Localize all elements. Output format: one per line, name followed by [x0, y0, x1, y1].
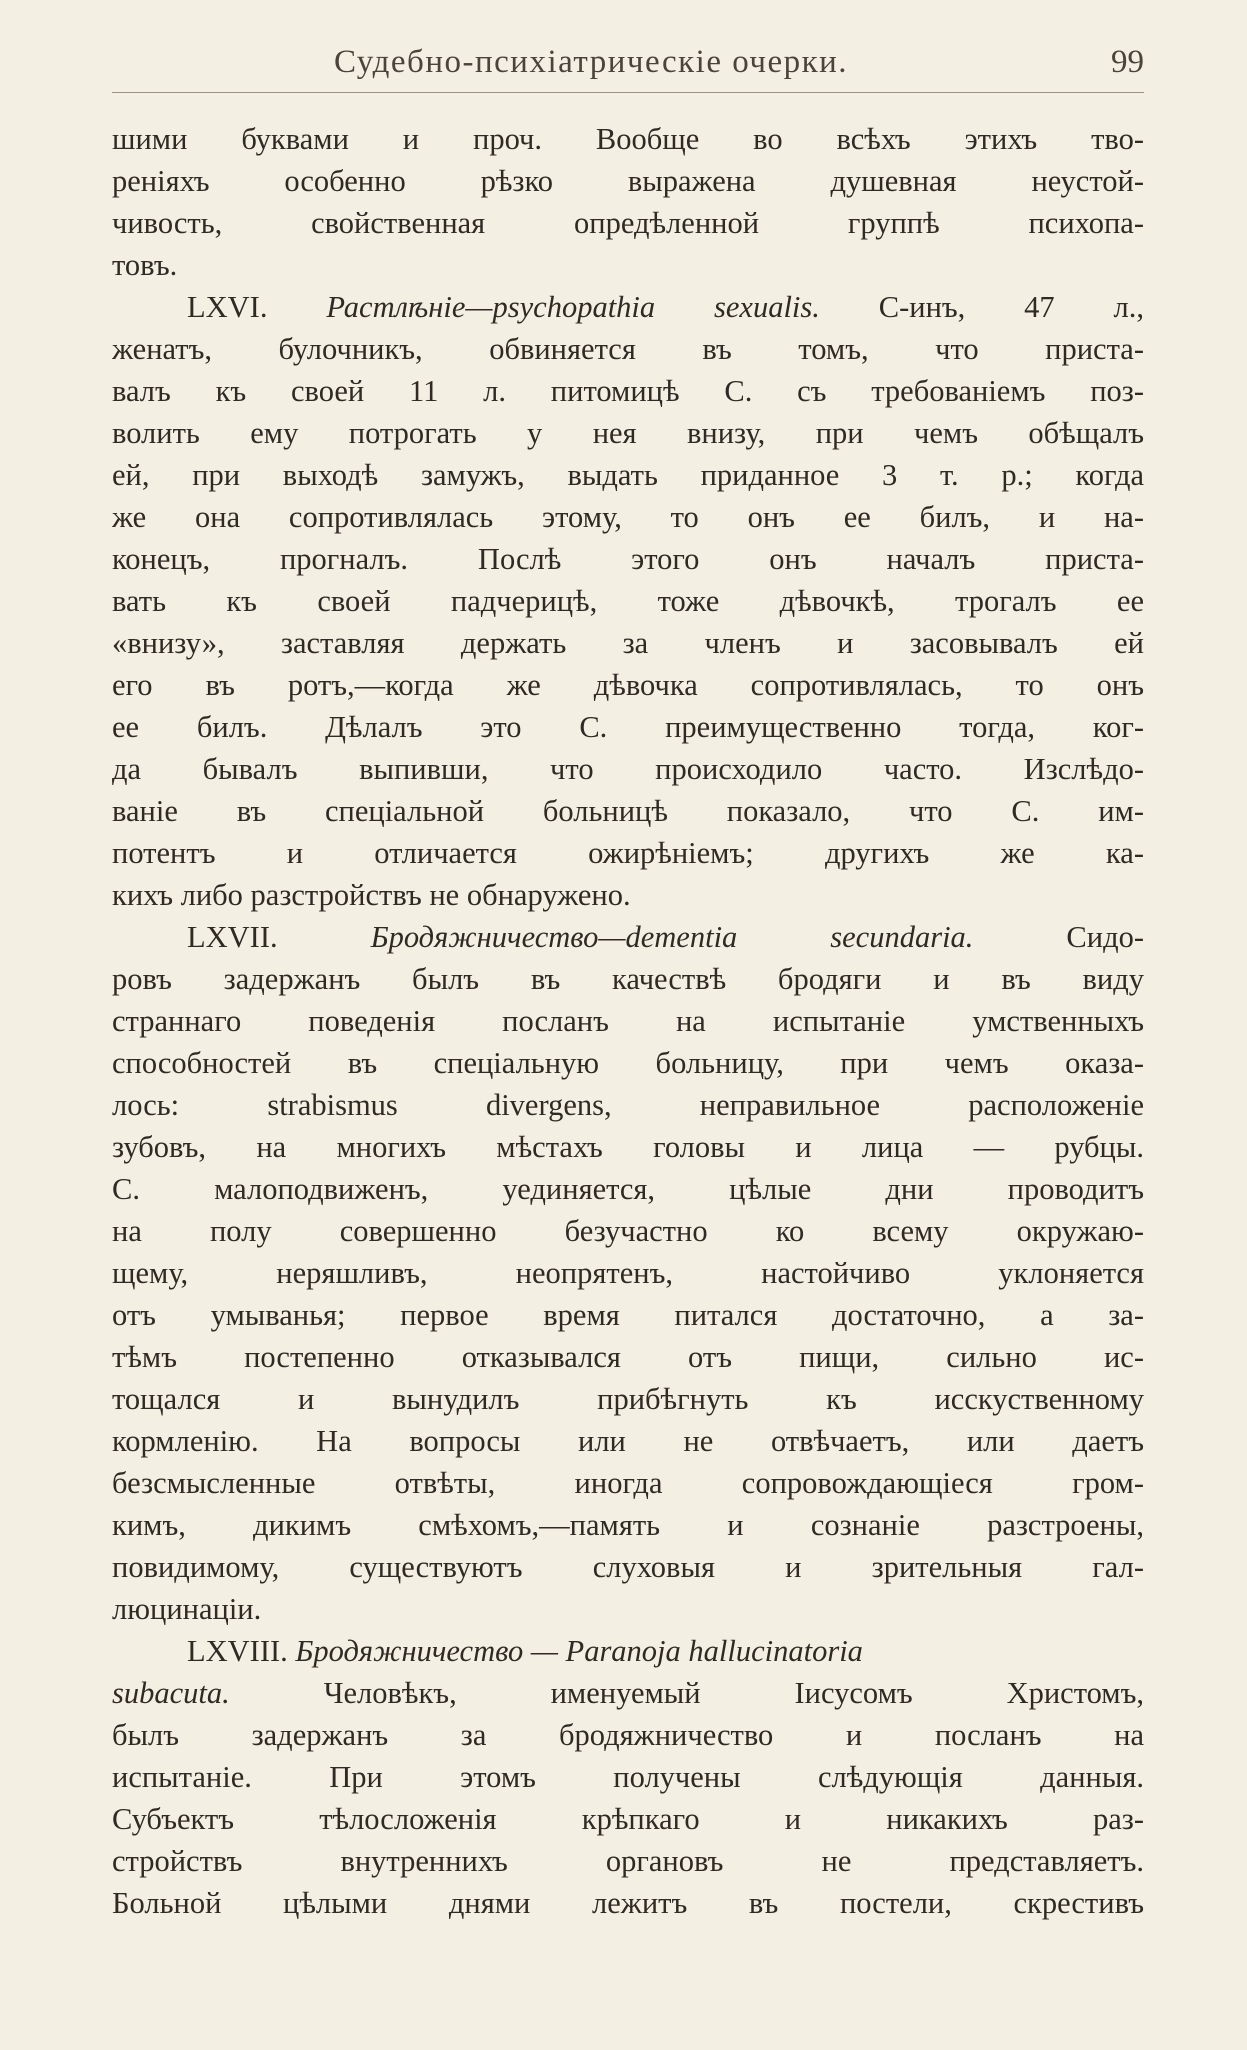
case-title: Бродяжничество — Paranoja hallucinatoria	[295, 1634, 863, 1668]
text-line: стройствъ внутреннихъ органовъ не представляетъ.	[112, 1844, 1144, 1878]
text-line: тѣмъ постепенно отказывался отъ пищи, сильно ис-	[112, 1340, 1144, 1374]
text-line: испытаніе. При этомъ получены слѣдующія данныя.	[112, 1760, 1144, 1794]
text-line: его въ ротъ,—когда же дѣвочка сопротивлялась, то онъ	[112, 668, 1144, 702]
text-line: валъ къ своей 11 л. питомицѣ С. съ требованіемъ поз-	[112, 374, 1144, 408]
text-line: женатъ, булочникъ, обвиняется въ томъ, что приста-	[112, 332, 1144, 366]
case-heading-67	[112, 916, 1144, 958]
case-heading-68	[112, 1630, 1144, 1672]
text-line: вать къ своей падчерицѣ, тоже дѣвочкѣ, трогалъ ее	[112, 584, 1144, 618]
text-fragment: С-инъ, 47 л.,	[878, 290, 1144, 324]
text-line: кормленію. На вопросы или не отвѣчаетъ, или даетъ	[112, 1424, 1144, 1458]
text-line: ваніе въ спеціальной больницѣ показало, что С. им-	[112, 794, 1144, 828]
text-line: ей, при выходѣ замужъ, выдать приданное 3 т. р.; когда	[112, 458, 1144, 492]
text-line: товъ.	[112, 248, 178, 282]
text-line	[112, 1672, 1144, 1714]
page-number: 99	[1111, 44, 1144, 80]
text-line: чивость, свойственная опредѣленной группѣ психопа-	[112, 206, 1144, 240]
text-fragment: Сидо-	[1066, 920, 1144, 954]
text-line: способностей въ спеціальную больницу, при чемъ оказа-	[112, 1046, 1144, 1080]
text-line: щему, неряшливъ, неопрятенъ, настойчиво уклоняется	[112, 1256, 1144, 1290]
case-title: Бродяжничество—dementia secundaria.	[370, 920, 974, 954]
text-line: да бывалъ выпивши, что происходило часто. Изслѣдо-	[112, 752, 1144, 786]
text-fragment: Человѣкъ, именуемый Іисусомъ Христомъ,	[323, 1676, 1144, 1710]
text-line: Субъектъ тѣлосложенія крѣпкаго и никакихъ раз-	[112, 1802, 1144, 1836]
text-line: С. малоподвиженъ, уединяется, цѣлые дни проводитъ	[112, 1172, 1144, 1206]
text-line: кимъ, дикимъ смѣхомъ,—память и сознаніе разстроены,	[112, 1508, 1144, 1542]
text-line: потентъ и отличается ожирѣніемъ; другихъ же ка-	[112, 836, 1144, 870]
case-title-continued: subacuta.	[112, 1676, 230, 1710]
text-line: повидимому, существуютъ слуховыя и зрительныя гал-	[112, 1550, 1144, 1584]
case-heading-66	[112, 286, 1144, 328]
text-line: былъ задержанъ за бродяжничество и посланъ на	[112, 1718, 1144, 1752]
text-line: ее билъ. Дѣлалъ это С. преимущественно тогда, ког-	[112, 710, 1144, 744]
text-line: страннаго поведенія посланъ на испытаніе умственныхъ	[112, 1004, 1144, 1038]
text-line: шими буквами и проч. Вообще во всѣхъ этихъ тво-	[112, 122, 1144, 156]
text-line: зубовъ, на многихъ мѣстахъ головы и лица — рубцы.	[112, 1130, 1144, 1164]
text-line: волить ему потрогать у нея внизу, при чемъ обѣщалъ	[112, 416, 1144, 450]
body-text	[112, 118, 1144, 1924]
text-line: безсмысленные отвѣты, иногда сопровождающіеся гром-	[112, 1466, 1144, 1500]
case-number: LXVIII.	[187, 1634, 288, 1668]
text-line: кихъ либо разстройствъ не обнаружено.	[112, 878, 631, 912]
text-line: лось: strabismus divergens, неправильное расположеніе	[112, 1088, 1144, 1122]
text-line: Больной цѣлыми днями лежитъ въ постели, скрестивъ	[112, 1886, 1144, 1920]
case-number: LXVI.	[187, 290, 268, 324]
text-line: же она сопротивлялась этому, то онъ ее билъ, и на-	[112, 500, 1144, 534]
text-line: «внизу», заставляя держать за членъ и засовывалъ ей	[112, 626, 1144, 660]
text-line: отъ умыванья; первое время питался достаточно, а за-	[112, 1298, 1144, 1332]
page-header	[112, 44, 1144, 93]
text-line: ровъ задержанъ былъ въ качествѣ бродяги и въ виду	[112, 962, 1144, 996]
case-number: LXVII.	[187, 920, 278, 954]
text-line: реніяхъ особенно рѣзко выражена душевная неустой-	[112, 164, 1144, 198]
text-line: конецъ, прогналъ. Послѣ этого онъ началъ приста-	[112, 542, 1144, 576]
text-line: тощался и вынудилъ прибѣгнуть къ исскуственному	[112, 1382, 1144, 1416]
text-line: на полу совершенно безучастно ко всему окружаю-	[112, 1214, 1144, 1248]
case-title: Растлѣніе—psychopathia sexualis.	[326, 290, 820, 324]
running-title: Судебно-психіатрическіе очерки.	[334, 44, 849, 80]
text-line: люцинаціи.	[112, 1592, 262, 1626]
